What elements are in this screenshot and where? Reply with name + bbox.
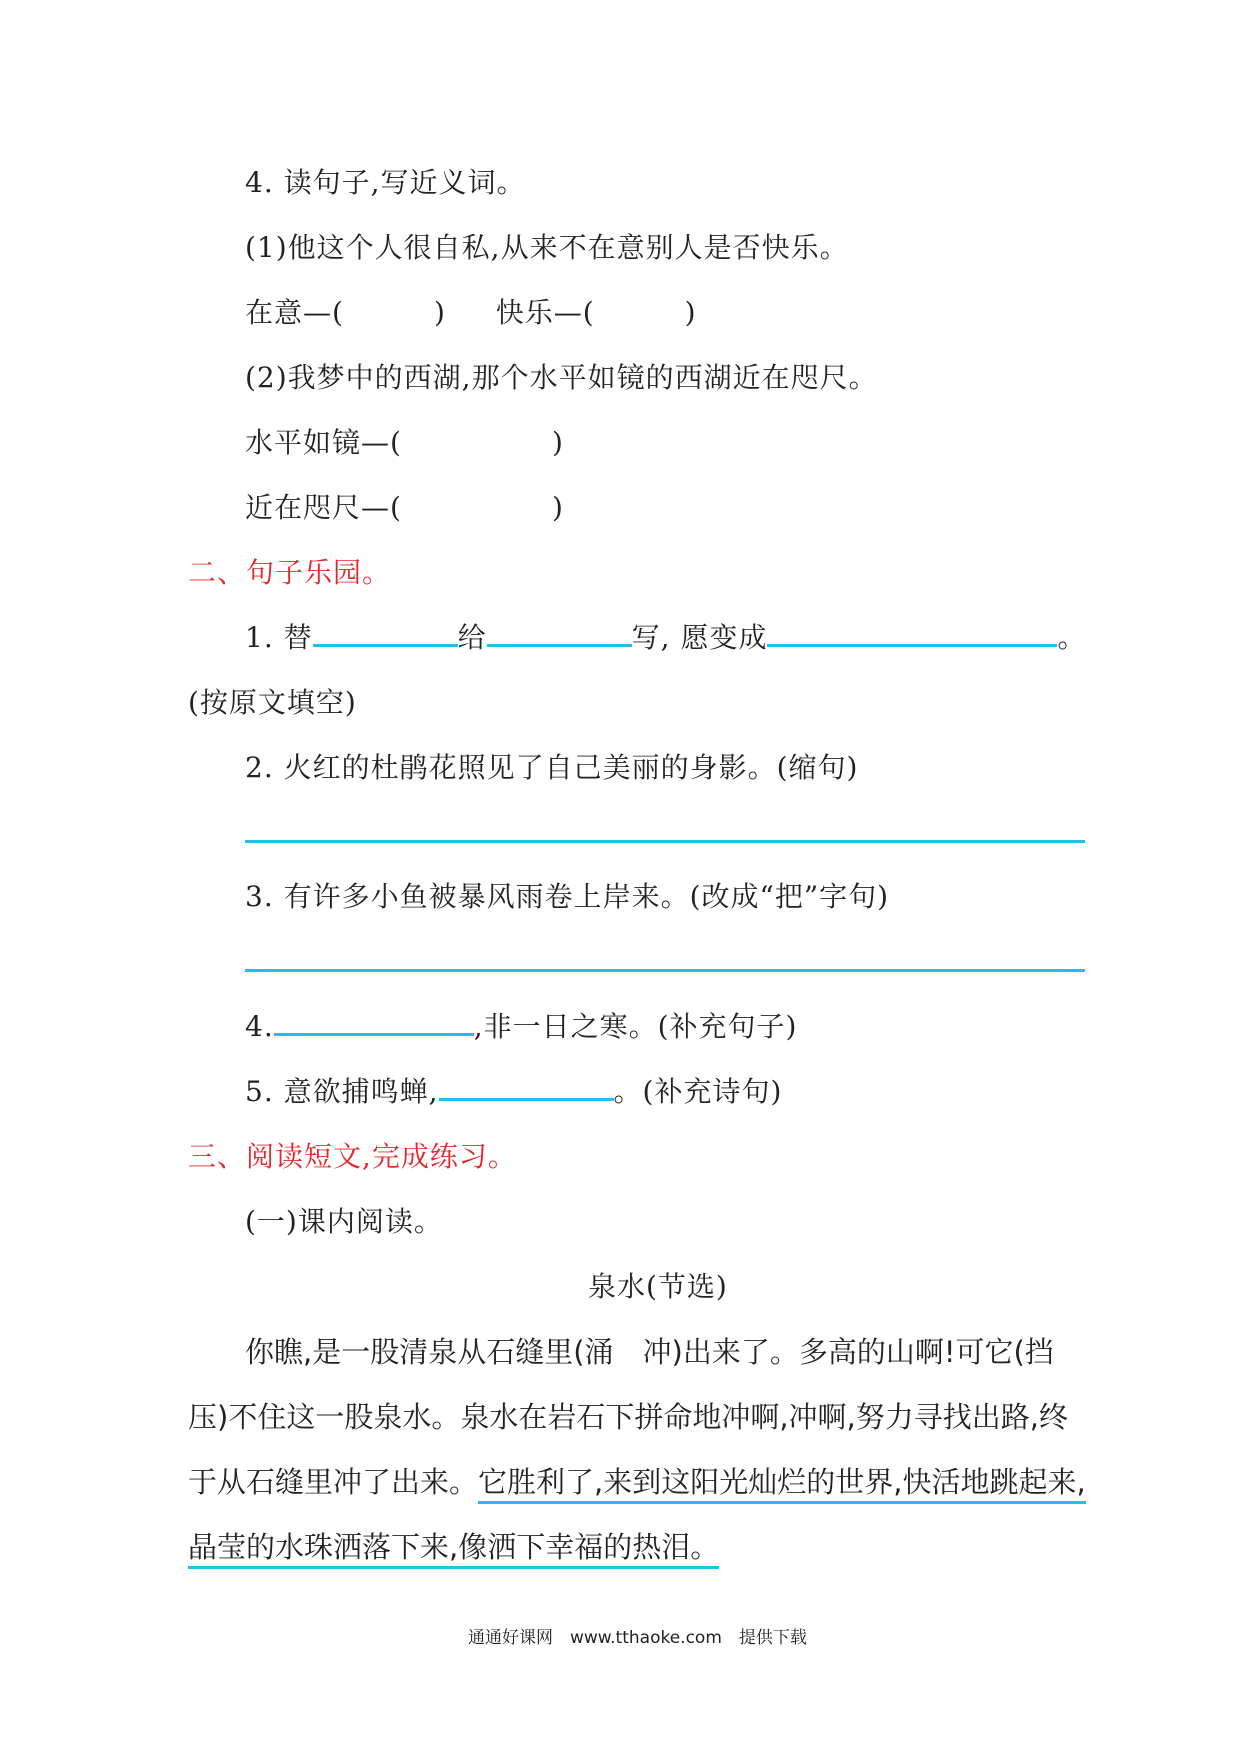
synonym-prompt-jinzaizhichi: 近在咫尺—( [245, 491, 402, 524]
s2-q1-note: (按原文填空) [188, 686, 357, 719]
fill-blank-3[interactable] [767, 618, 1057, 647]
fill-blank-idiom[interactable] [274, 1007, 474, 1036]
s2-q3: 3. 有许多小鱼被暴风雨卷上岸来。(改成“把”字句) [245, 880, 890, 913]
paren-close: ) [551, 491, 564, 524]
s2-q5-text-b: 。(补充诗句) [613, 1075, 783, 1108]
synonym-blank-row-1 [245, 293, 697, 333]
s2-q4-text: ,非一日之寒。(补充句子) [473, 1010, 798, 1043]
s2-q5-text-a: 5. 意欲捕鸣蝉, [245, 1075, 439, 1108]
s2-q4 [245, 1007, 797, 1047]
q4-title: 4. 读句子,写近义词。 [245, 166, 526, 199]
s2-q4-number: 4. [245, 1010, 274, 1043]
underlined-sentence-part-2: 晶莹的水珠洒落下来,像洒下幸福的热泪。 [188, 1530, 719, 1569]
synonym-blank-row-3 [245, 423, 564, 463]
passage-line-4 [188, 1527, 719, 1567]
synonym-prompt-shuipingrujing: 水平如镜—( [245, 426, 402, 459]
paren-close: ) [684, 296, 697, 329]
fill-blank-1[interactable] [313, 618, 458, 647]
s2-q1-end: 。 [1057, 621, 1087, 654]
section-2-heading: 二、句子乐园。 [188, 556, 392, 589]
q4-sentence-2: (2)我梦中的西湖,那个水平如镜的西湖近在咫尺。 [245, 361, 878, 394]
s2-q1 [245, 618, 1086, 658]
passage-line-3 [188, 1462, 1086, 1502]
synonym-blank-row-4 [245, 488, 564, 528]
section-3-subheading: (一)课内阅读。 [245, 1205, 443, 1238]
q4-sentence-1: (1)他这个人很自私,从来不在意别人是否快乐。 [245, 231, 849, 264]
s2-q1-text-a: 1. 替 [245, 621, 313, 654]
section-3-heading: 三、阅读短文,完成练习。 [188, 1140, 517, 1173]
s2-q1-text-b: 给 [457, 621, 487, 654]
paren-close: ) [551, 426, 564, 459]
fill-blank-poem[interactable] [439, 1072, 614, 1101]
answer-line-q3[interactable] [245, 969, 1085, 972]
footer-source: 通通好课网 www.tthaoke.com 提供下载 [468, 1628, 807, 1648]
synonym-prompt-zaiyi: 在意—( [245, 296, 344, 329]
passage-title: 泉水(节选) [588, 1270, 728, 1303]
passage-line-3-text: 于从石缝里冲了出来。 [188, 1465, 479, 1499]
passage-line-2: 压)不住这一股泉水。泉水在岩石下拼命地冲啊,冲啊,努力寻找出路,终 [188, 1400, 1068, 1434]
synonym-prompt-kuaile: 快乐—( [495, 296, 595, 329]
passage-line-1: 你瞧,是一股清泉从石缝里(涌 冲)出来了。多高的山啊!可它(挡 [245, 1335, 1054, 1369]
s2-q1-text-c: 写, 愿变成 [631, 621, 768, 654]
fill-blank-2[interactable] [487, 618, 632, 647]
s2-q2: 2. 火红的杜鹃花照见了自己美丽的身影。(缩句) [245, 751, 859, 784]
answer-line-q2[interactable] [245, 840, 1085, 843]
s2-q5 [245, 1072, 782, 1112]
paren-close: ) [433, 296, 446, 329]
underlined-sentence-part-1: 它胜利了,来到这阳光灿烂的世界,快活地跳起来, [478, 1465, 1086, 1504]
